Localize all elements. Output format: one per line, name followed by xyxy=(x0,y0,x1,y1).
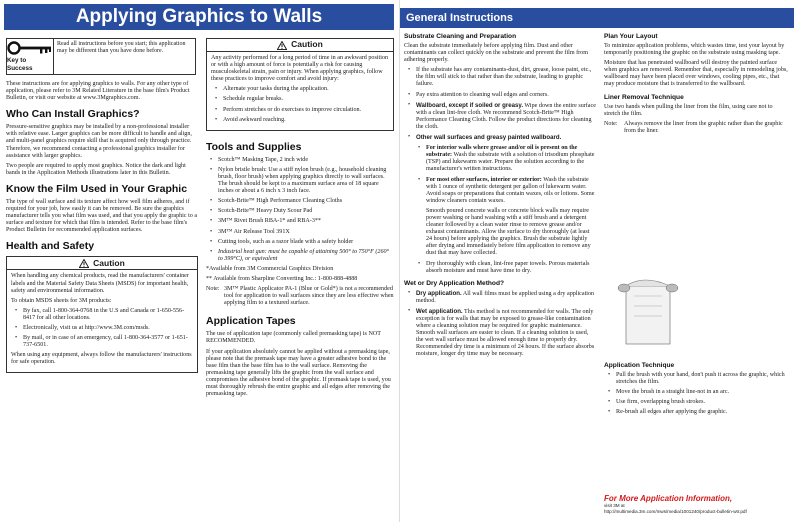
wallboard-lead: Wallboard, except if soiled or greasy. xyxy=(416,101,524,109)
know-paragraph: The type of wall surface and its texture affect how well film adheres, and if required for your job, how easily it can be removed. Be sure the graphics manufacturer tells you what film was used, and that you apply the graphic to a surface and texture for which that film is intended. Refer to the base film's Product Bulletin for recommended application surfaces. xyxy=(6,198,198,234)
caution-text: Any activity performed for a long period of time in an awkward position or with a high amount of force is potentially a risk for causing musculoskeletal strain, pain or injury. When applying graphics, follow these practices to improve comfort and avoid injury: xyxy=(211,55,389,83)
list-item: • Scotch™ Masking Tape, 2 inch wide xyxy=(206,157,394,164)
list-item: • Scotch-Brite™ Heavy Duty Scour Pad xyxy=(206,208,394,215)
sublist-lead: For interior walls where grease and/or oil is present on the substrate: xyxy=(426,145,578,159)
tapes-paragraph-2: If your application absolutely cannot be applied without a premasking tape, please note that the premask tape may have a greater adhesive bond to the base film than the base film has to the wall surface. Removing the premasking tape generally lifts the graphic from the wall surface and compromises the adhesive bond of the graphic. If premask tape is used, you must thoroughly rebrush the entire graphic and all edges after removing the premasking tape. xyxy=(206,348,391,398)
wetdry-heading: Wet or Dry Application Method? xyxy=(404,279,505,287)
list-item: • Electronically, visit us at http://www.3M.com/msds. xyxy=(11,325,193,332)
tools-note-label: Note: xyxy=(206,286,220,293)
warning-icon xyxy=(277,41,287,50)
column-1 xyxy=(6,38,198,373)
plan-paragraph-1: To minimize application problems, which wastes time, test your layout by temporarily positioning the graphic on the substrate using masking tape. xyxy=(604,43,785,57)
health-caution-header xyxy=(7,257,197,270)
intro-text: These instructions are for applying graphics to walls. For any other type of application, please refer to 3M Related Literature in the base film's Product Bulletin, or visit our website at www.3Mgraphics.com. xyxy=(6,81,190,102)
health-paragraph-1: When handling any chemical products, read the manufacturers' container labels and the Material Safety Data Sheets (MSDS) for important health, safety and environmental information. xyxy=(11,273,189,294)
list-item: • Industrial heat gun: must be capable of attaining 500° to 750°F (260° to 399°C), or equivalent xyxy=(206,249,394,263)
list-item: • Move the brush in a straight line-not in an arc. xyxy=(604,389,790,396)
technique-list xyxy=(604,372,790,416)
who-paragraph-1: Pressure-sensitive graphics may be installed by a non-professional installer with relative ease. Larger graphics can be more difficult to handle and align, and multi-panel graphics require skill that is acquired only through practice. Therefore, we recommend contacting a professional graphics installer for assistance with larger graphics. xyxy=(6,124,192,159)
list-item: • Use firm, overlapping brush strokes. xyxy=(604,399,790,406)
tools-availability-2: ** Available from Sharpline Converting Inc.: 1-800-888-4888 xyxy=(206,275,358,282)
tools-note-text: 3M™ Plastic Applicator PA-1 (Blue or Gold*) is not a recommended tool for application to wall surfaces since they are less effective when applying film to a textured surface. xyxy=(224,286,394,307)
list-item xyxy=(404,134,597,142)
list-item: • By fax, call 1-800-364-0768 in the U.S and Canada or 1-650-556-8417 for all other locations. xyxy=(11,308,193,322)
msds-list xyxy=(11,308,193,349)
list-item: • 3M™ Air Release Tool 391X xyxy=(206,229,394,236)
dry-list xyxy=(404,261,597,275)
tapes-paragraph-1: The use of application tape (commonly called premasking tape) is NOT RECOMMENDED. xyxy=(206,331,381,345)
know-heading: Know the Film Used in Your Graphic xyxy=(6,182,188,195)
health-caution-body xyxy=(7,270,197,372)
health-paragraph-3: When using any equipment, always follow the manufacturers' instructions for safe operation. xyxy=(11,352,192,366)
list-item xyxy=(404,145,597,173)
health-caution-label: Caution xyxy=(93,257,125,268)
sublist-lead: For most other surfaces, interior or exterior: xyxy=(426,176,542,183)
list-item xyxy=(404,177,597,205)
wet-text: This method is not recommended for walls. The only exception is for walls that may be exposed to grease-like contamination where a cleaning solution may be required for graphic maintenance. Smooth wall surfaces are easier to clean. If a cleaning solution is used, the wet wall surface must be allowed enough time to properly dry. Recommended dry time is a minimum of 24 hours. If the surface absorbs moisture, longer dry time may be necessary. xyxy=(416,308,595,358)
liner-note xyxy=(604,121,790,135)
footer xyxy=(604,494,792,515)
tools-list xyxy=(206,157,394,263)
who-paragraph-2: Two people are required to apply most graphics. Notice the dark and light bands in the Application Methods illustrations later in this Bulletin. xyxy=(6,162,186,176)
tools-note xyxy=(206,286,394,307)
health-heading: Health and Safety xyxy=(6,240,95,253)
key-icon xyxy=(7,41,53,55)
key-box-icon-cell xyxy=(7,39,54,74)
tools-heading: Tools and Supplies xyxy=(206,140,302,153)
column-divider xyxy=(399,0,400,522)
caution-box xyxy=(206,38,394,131)
wet-lead: Wet application. xyxy=(416,307,463,315)
technique-section xyxy=(604,362,790,419)
list-item: • Alternate your tasks during the application. xyxy=(211,86,389,93)
warning-icon xyxy=(79,259,89,268)
sublist-text: Wash the substrate with a solution of trisodium phosphate (TSP) and lukewarm water. Prepare the solution according to the manufacturer's written instructions. xyxy=(426,152,595,173)
list-item: • If the substrate has any contaminants-dust, dirt, grease, loose paint, etc., the film will stick to that rather than the substrate, leading to graphic failure. xyxy=(404,67,597,88)
column-3 xyxy=(404,33,597,362)
key-box-text: Read all instructions before you start; this application may be different than you have done before. xyxy=(57,41,186,54)
surface-sublist xyxy=(404,145,597,205)
tools-availability-1: *Available from 3M Commercial Graphics Division xyxy=(206,265,334,272)
caution-label: Caution xyxy=(291,39,323,50)
list-item: • Cutting tools, such as a razor blade with a safety holder xyxy=(206,239,394,246)
liner-note-text: Always remove the liner from the graphic rather than the graphic from the liner. xyxy=(624,120,783,134)
liner-removal-illustration xyxy=(604,276,699,346)
list-item: • 3M™ Rivet Brush RBA-1* and RBA-3** xyxy=(206,218,394,225)
footer-visit: visit 3M at xyxy=(604,503,625,508)
dry-text: All wall films must be applied using a dry application method. xyxy=(416,290,595,304)
technique-heading: Application Technique xyxy=(604,362,675,369)
footer-link[interactable]: http://multimedia.3m.com/mws/media/1001240/product-bulletin-wtr.pdf xyxy=(604,509,747,514)
list-item xyxy=(404,102,597,131)
list-item: • Re-brush all edges after applying the graphic. xyxy=(604,409,790,416)
wetdry-list xyxy=(404,290,597,359)
liner-paragraph: Use two hands when pulling the liner from the film, using care not to stretch the film. xyxy=(604,103,773,117)
wallboard-text: Wipe down the entire surface with a clean lint-free cloth. We recommend Scotch-Brite™ High Performance Cleaning Cloth. Follow the product directions for cleaning the cloth. xyxy=(416,102,596,130)
plan-paragraph-2: Moisture that has penetrated wallboard will destroy the painted surface when graphics are removed. Remember that, especially in remodeling jobs, wallboard may have been placed over windows, cooling pipes, etc., that may produce moisture that is transferred to the wallboard. xyxy=(604,60,788,88)
list-item: • Schedule regular breaks. xyxy=(211,96,389,103)
list-item: • Nylon bristle brush: Use a stiff nylon brush (e.g., household cleaning brush, floor brush) when applying graphics directly to wall surfaces. The brush should be kept to a maximum surface area of 18 square inches or about a 6 inch x 3 inch face. xyxy=(206,167,394,195)
list-item: • By mail, or in case of an emergency, call 1-800-364-3577 or 1-651-737-6501. xyxy=(11,335,193,349)
substrate-heading: Substrate Cleaning and Preparation xyxy=(404,33,517,40)
tapes-heading: Application Tapes xyxy=(206,315,296,328)
plan-heading: Plan Your Layout xyxy=(604,33,658,40)
dry-lead: Dry application. xyxy=(416,289,462,297)
footer-cta: For More Application Information, xyxy=(604,494,733,503)
list-item: • Pull the brush with your hand, don't push it across the graphic, which stretches the film. xyxy=(604,372,790,386)
liner-heading: Liner Removal Technique xyxy=(604,93,684,101)
who-heading: Who Can Install Graphics? xyxy=(6,108,140,121)
list-item: • Pay extra attention to cleaning wall edges and corners. xyxy=(404,92,597,99)
key-box xyxy=(6,38,196,75)
section-title: General Instructions xyxy=(400,8,794,28)
column-2 xyxy=(206,38,394,401)
caution-header xyxy=(207,39,393,52)
list-item xyxy=(404,308,597,359)
sublist-text: Wash the substrate with 1 ounce of synthetic detergent per gallon of lukewarm water. Avoid soaps or preparations that contain waxes, oils or lotions. Some window cleaners contain waxes. xyxy=(426,176,595,204)
concrete-paragraph: Smooth poured concrete walls or concrete block walls may require power washing or hand washing with a stiff brush and a detergent cleaner followed by a clean water rinse to remove grease and/or exhaust contaminants. Allow the surface to dry thoroughly (at least 24 hours) before applying the graphics. Brush the substrate lightly after drying and immediately before film application to remove any dust that may have collected. xyxy=(426,207,591,257)
list-item: • Dry thoroughly with clean, lint-free paper towels. Porous materials absorb moisture and must have time to dry. xyxy=(404,261,597,275)
list-item: • Avoid awkward reaching. xyxy=(211,117,389,124)
key-box-label: Key to Success xyxy=(7,57,33,72)
caution-list xyxy=(211,86,389,123)
other-surfaces-lead: Other wall surfaces and greasy painted wallboard. xyxy=(416,134,562,142)
substrate-list xyxy=(404,67,597,142)
list-item: • Perform stretches or do exercises to improve circulation. xyxy=(211,107,389,114)
column-4 xyxy=(604,33,790,135)
caution-body xyxy=(207,52,393,130)
list-item xyxy=(404,290,597,305)
health-paragraph-2: To obtain MSDS sheets for 3M products: xyxy=(11,297,112,304)
health-caution-box xyxy=(6,256,198,373)
page-title: Applying Graphics to Walls xyxy=(4,4,394,30)
liner-note-label: Note: xyxy=(604,120,618,127)
substrate-paragraph: Clean the substrate immediately before applying film. Dust and other contaminants can collect quickly on the substrate and prevent the film from adhering properly. xyxy=(404,43,588,64)
list-item: • Scotch-Brite™ High Performance Cleaning Cloths xyxy=(206,198,394,205)
